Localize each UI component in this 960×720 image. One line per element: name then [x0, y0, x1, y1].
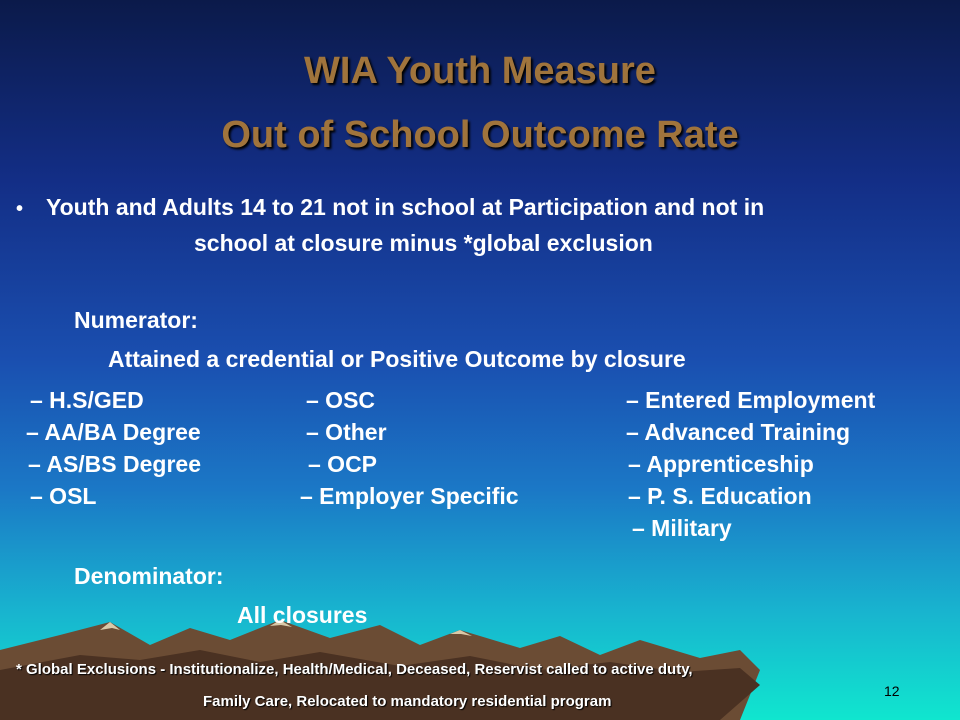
list-item: – H.S/GED	[30, 387, 144, 413]
list-item: – Advanced Training	[626, 419, 851, 445]
title-line-2: Out of School Outcome Rate	[221, 114, 739, 156]
page-number: 12	[884, 683, 900, 699]
list-item: – AS/BS Degree	[28, 451, 201, 477]
denominator-text: All closures	[237, 602, 368, 628]
numerator-label: Numerator:	[74, 307, 198, 333]
bullet-text-line-2: school at closure minus *global exclusion	[194, 230, 653, 256]
list-item: – Military	[632, 515, 732, 541]
list-item: – Entered Employment	[626, 387, 876, 413]
footnote-line-1: * Global Exclusions - Institutionalize, Health/Medical, Deceased, Reservist called to active duty,	[16, 661, 693, 678]
list-item: – OCP	[308, 451, 378, 477]
list-item: – Apprenticeship	[628, 451, 814, 477]
bullet-text-line-1: Youth and Adults 14 to 21 not in school at Participation and not in	[46, 194, 765, 220]
list-item: – Employer Specific	[300, 483, 519, 509]
footnote-line-2: Family Care, Relocated to mandatory residential program	[203, 693, 612, 710]
list-item: – Other	[306, 419, 387, 445]
bullet-icon: •	[16, 198, 24, 220]
list-item: – AA/BA Degree	[26, 419, 201, 445]
list-item: – P. S. Education	[628, 483, 812, 509]
numerator-text: Attained a credential or Positive Outcome by closure	[108, 346, 686, 372]
denominator-label: Denominator:	[74, 563, 224, 589]
title-line-1: WIA Youth Measure	[304, 50, 656, 92]
list-item: – OSC	[306, 387, 376, 413]
list-item: – OSL	[30, 483, 97, 509]
